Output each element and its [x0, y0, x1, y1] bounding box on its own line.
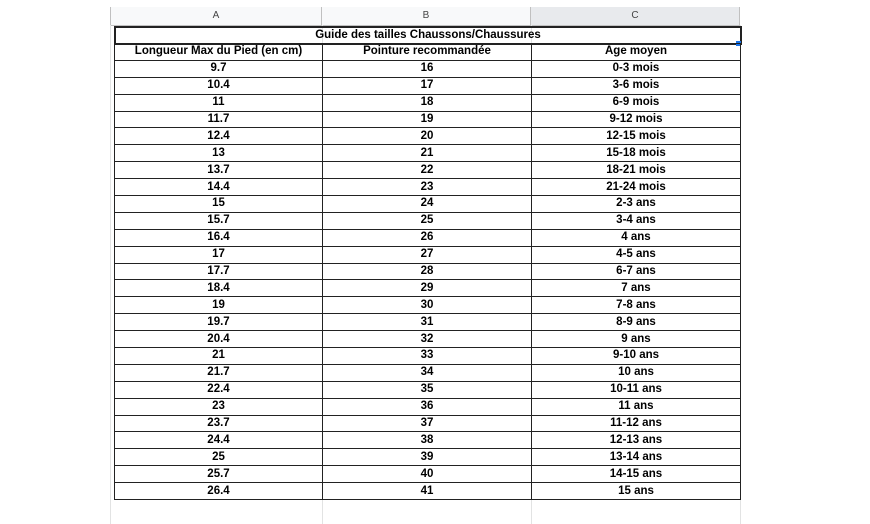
foot-length-cell[interactable]: 17.7 [115, 263, 323, 280]
average-age-cell[interactable]: 13-14 ans [532, 449, 741, 466]
average-age-cell[interactable]: 9 ans [532, 331, 741, 348]
average-age-cell[interactable]: 8-9 ans [532, 314, 741, 331]
table-row [115, 145, 741, 162]
size-guide-table [114, 43, 741, 500]
shoe-size-cell[interactable]: 38 [323, 432, 532, 449]
foot-length-cell[interactable]: 19.7 [115, 314, 323, 331]
shoe-size-cell[interactable]: 24 [323, 196, 532, 213]
average-age-cell[interactable]: 11-12 ans [532, 415, 741, 432]
foot-length-cell[interactable]: 10.4 [115, 77, 323, 94]
table-row [115, 263, 741, 280]
average-age-cell[interactable]: 3-4 ans [532, 212, 741, 229]
column-header-b[interactable]: B [322, 7, 531, 25]
table-row [115, 212, 741, 229]
shoe-size-cell[interactable]: 41 [323, 483, 532, 500]
average-age-cell[interactable]: 15 ans [532, 483, 741, 500]
foot-length-cell[interactable]: 21 [115, 348, 323, 365]
shoe-size-cell[interactable]: 16 [323, 60, 532, 77]
average-age-cell[interactable]: 18-21 mois [532, 162, 741, 179]
foot-length-cell[interactable]: 23.7 [115, 415, 323, 432]
foot-length-cell[interactable]: 21.7 [115, 364, 323, 381]
foot-length-cell[interactable]: 9.7 [115, 60, 323, 77]
table-row [115, 483, 741, 500]
average-age-cell[interactable]: 9-10 ans [532, 348, 741, 365]
foot-length-cell[interactable]: 11.7 [115, 111, 323, 128]
table-row [115, 162, 741, 179]
shoe-size-cell[interactable]: 30 [323, 297, 532, 314]
foot-length-cell[interactable]: 22.4 [115, 381, 323, 398]
shoe-size-cell[interactable]: 29 [323, 280, 532, 297]
average-age-cell[interactable]: 10-11 ans [532, 381, 741, 398]
average-age-cell[interactable]: 7 ans [532, 280, 741, 297]
shoe-size-cell[interactable]: 39 [323, 449, 532, 466]
shoe-size-cell[interactable]: 25 [323, 212, 532, 229]
foot-length-cell[interactable]: 15 [115, 196, 323, 213]
foot-length-cell[interactable]: 20.4 [115, 331, 323, 348]
column-header-a[interactable]: A [110, 7, 322, 25]
table-row [115, 179, 741, 196]
table-row [115, 381, 741, 398]
table-row [115, 314, 741, 331]
shoe-size-cell[interactable]: 17 [323, 77, 532, 94]
foot-length-cell[interactable]: 25.7 [115, 466, 323, 483]
table-row [115, 94, 741, 111]
foot-length-cell[interactable]: 26.4 [115, 483, 323, 500]
average-age-cell[interactable]: 3-6 mois [532, 77, 741, 94]
table-row [115, 128, 741, 145]
shoe-size-cell[interactable]: 40 [323, 466, 532, 483]
shoe-size-cell[interactable]: 26 [323, 229, 532, 246]
shoe-size-cell[interactable]: 33 [323, 348, 532, 365]
table-row [115, 111, 741, 128]
shoe-size-cell[interactable]: 20 [323, 128, 532, 145]
foot-length-cell[interactable]: 24.4 [115, 432, 323, 449]
average-age-cell[interactable]: 10 ans [532, 364, 741, 381]
foot-length-cell[interactable]: 23 [115, 398, 323, 415]
shoe-size-cell[interactable]: 22 [323, 162, 532, 179]
foot-length-cell[interactable]: 13 [115, 145, 323, 162]
average-age-cell[interactable]: 6-7 ans [532, 263, 741, 280]
average-age-cell[interactable]: 12-13 ans [532, 432, 741, 449]
foot-length-cell[interactable]: 25 [115, 449, 323, 466]
table-row [115, 449, 741, 466]
average-age-cell[interactable]: 2-3 ans [532, 196, 741, 213]
shoe-size-cell[interactable]: 19 [323, 111, 532, 128]
foot-length-cell[interactable]: 14.4 [115, 179, 323, 196]
table-title-cell[interactable]: Guide des tailles Chaussons/Chaussures [114, 26, 742, 45]
table-row [115, 415, 741, 432]
average-age-cell[interactable]: 15-18 mois [532, 145, 741, 162]
table-row [115, 196, 741, 213]
shoe-size-cell[interactable]: 37 [323, 415, 532, 432]
average-age-cell[interactable]: 21-24 mois [532, 179, 741, 196]
header-row [115, 44, 741, 61]
gridline [110, 25, 111, 524]
foot-length-cell[interactable]: 11 [115, 94, 323, 111]
shoe-size-cell[interactable]: 23 [323, 179, 532, 196]
header-foot-length[interactable]: Longueur Max du Pied (en cm) [115, 44, 323, 61]
average-age-cell[interactable]: 4-5 ans [532, 246, 741, 263]
average-age-cell[interactable]: 12-15 mois [532, 128, 741, 145]
shoe-size-cell[interactable]: 36 [323, 398, 532, 415]
average-age-cell[interactable]: 11 ans [532, 398, 741, 415]
foot-length-cell[interactable]: 19 [115, 297, 323, 314]
table-row [115, 77, 741, 94]
header-average-age[interactable]: Age moyen [532, 44, 741, 61]
average-age-cell[interactable]: 7-8 ans [532, 297, 741, 314]
foot-length-cell[interactable]: 17 [115, 246, 323, 263]
table-row [115, 466, 741, 483]
average-age-cell[interactable]: 0-3 mois [532, 60, 741, 77]
foot-length-cell[interactable]: 15.7 [115, 212, 323, 229]
average-age-cell[interactable]: 6-9 mois [532, 94, 741, 111]
shoe-size-cell[interactable]: 18 [323, 94, 532, 111]
shoe-size-cell[interactable]: 28 [323, 263, 532, 280]
column-header-c[interactable]: C [531, 7, 740, 25]
shoe-size-cell[interactable]: 27 [323, 246, 532, 263]
table-row [115, 229, 741, 246]
table-row [115, 280, 741, 297]
table-row [115, 348, 741, 365]
shoe-size-cell[interactable]: 34 [323, 364, 532, 381]
table-row [115, 331, 741, 348]
shoe-size-cell[interactable]: 35 [323, 381, 532, 398]
average-age-cell[interactable]: 9-12 mois [532, 111, 741, 128]
foot-length-cell[interactable]: 16.4 [115, 229, 323, 246]
table-row [115, 297, 741, 314]
table-row [115, 432, 741, 449]
table-row [115, 364, 741, 381]
table-row [115, 60, 741, 77]
average-age-cell[interactable]: 4 ans [532, 229, 741, 246]
table-row [115, 246, 741, 263]
shoe-size-cell[interactable]: 21 [323, 145, 532, 162]
column-header-bar [110, 7, 740, 26]
header-shoe-size[interactable]: Pointure recommandée [323, 44, 532, 61]
shoe-size-cell[interactable]: 31 [323, 314, 532, 331]
table-row [115, 398, 741, 415]
foot-length-cell[interactable]: 13.7 [115, 162, 323, 179]
foot-length-cell[interactable]: 12.4 [115, 128, 323, 145]
average-age-cell[interactable]: 14-15 ans [532, 466, 741, 483]
shoe-size-cell[interactable]: 32 [323, 331, 532, 348]
foot-length-cell[interactable]: 18.4 [115, 280, 323, 297]
